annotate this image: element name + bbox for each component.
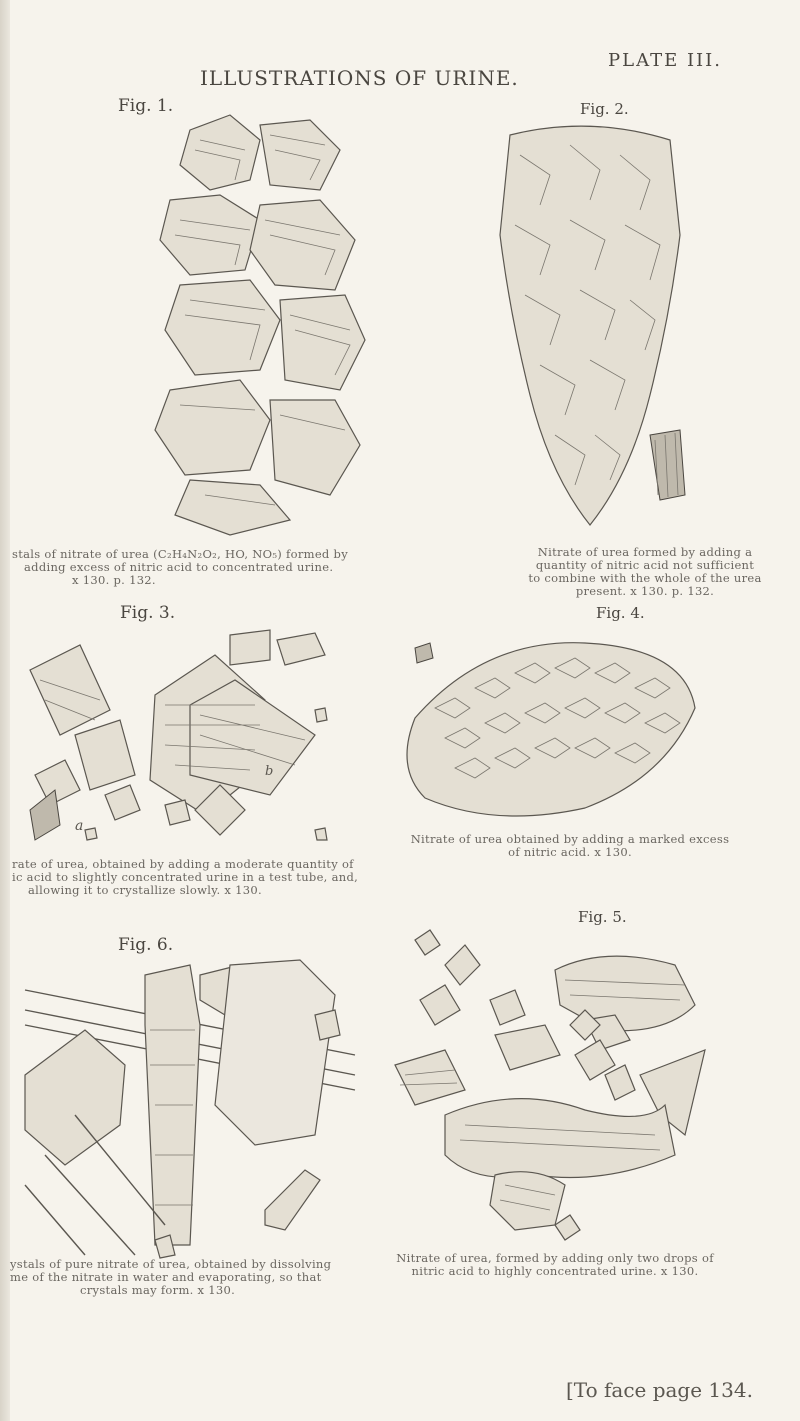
fig-5-caption [360, 1252, 750, 1278]
fig-3-illustration [15, 625, 355, 855]
fig-5-crystals [395, 930, 705, 1240]
fig-6-illustration [15, 955, 360, 1260]
fig-1-caption [12, 548, 348, 587]
fig-1-caption-line-2: adding excess of nitric acid to concentrated urine. [24, 560, 334, 574]
fig-6-caption [10, 1258, 331, 1297]
fig-2-caption-line-4: present. x 130. p. 132. [575, 584, 715, 598]
fig-2-caption-line-1: Nitrate of urea formed by adding a [537, 545, 753, 559]
fig-5-caption-line-1: Nitrate of urea, formed by adding only two drops of [396, 1251, 714, 1265]
fig-2-caption-line-2: quantity of nitric acid not sufficient [535, 558, 755, 572]
fig-6-caption-line-2: me of the nitrate in water and evaporating, so that [10, 1270, 322, 1284]
fig-4-crystal-mass [407, 643, 695, 816]
fig-4-caption-line-2: of nitric acid. x 130. [508, 845, 632, 859]
fig-6-caption-line-3: crystals may form. x 130. [80, 1283, 236, 1297]
fig-6-caption-line-1: ystals of pure nitrate of urea, obtained by dissolving [10, 1257, 332, 1271]
fig-5-caption-line-2: nitric acid to highly concentrated urine. x 130. [411, 1264, 699, 1278]
fig-3-crystals [30, 630, 327, 840]
fig-5-label: Fig. 5. [578, 908, 627, 926]
fig-3-caption [12, 858, 358, 897]
fig-1-caption-line-1: stals of nitrate of urea (C₂H₄N₂O₂, HO, NO₅) formed by [12, 547, 349, 561]
page-reference-note: [To face page 134. [566, 1378, 753, 1402]
plate-heading: ILLUSTRATIONS OF URINE. [200, 66, 519, 90]
fig-1-label: Fig. 1. [118, 96, 174, 116]
fig-6-label: Fig. 6. [118, 935, 174, 955]
fig-1-crystal-mass [155, 115, 365, 535]
fig-3-caption-line-2: ic acid to slightly concentrated urine in a test tube, and, [12, 870, 359, 884]
fig-3-label: Fig. 3. [120, 603, 176, 623]
fig-2-crystal-mass [500, 126, 685, 525]
page-binding-edge [0, 0, 10, 1421]
fig-4-caption [375, 833, 765, 859]
fig-3-letter-a: a [75, 818, 84, 834]
fig-4-label: Fig. 4. [596, 604, 645, 622]
fig-2-caption-line-3: to combine with the whole of the urea [528, 571, 762, 585]
fig-4-caption-line-1: Nitrate of urea obtained by adding a marked excess [410, 832, 730, 846]
fig-3-caption-line-1: rate of urea, obtained by adding a moderate quantity of [12, 857, 354, 871]
fig-2-illustration [480, 115, 700, 540]
fig-5-illustration [385, 925, 715, 1250]
fig-3-caption-line-3: allowing it to crystallize slowly. x 130. [28, 883, 262, 897]
fig-2-label: Fig. 2. [580, 100, 629, 118]
fig-1-illustration [150, 110, 370, 540]
fig-2-caption [520, 546, 770, 598]
fig-3-letter-b: b [265, 764, 274, 779]
fig-1-caption-line-3: x 130. p. 132. [72, 573, 156, 587]
fig-4-illustration [395, 628, 705, 833]
plate-number: PLATE III. [608, 50, 722, 71]
fig-6-crystals [25, 960, 355, 1258]
